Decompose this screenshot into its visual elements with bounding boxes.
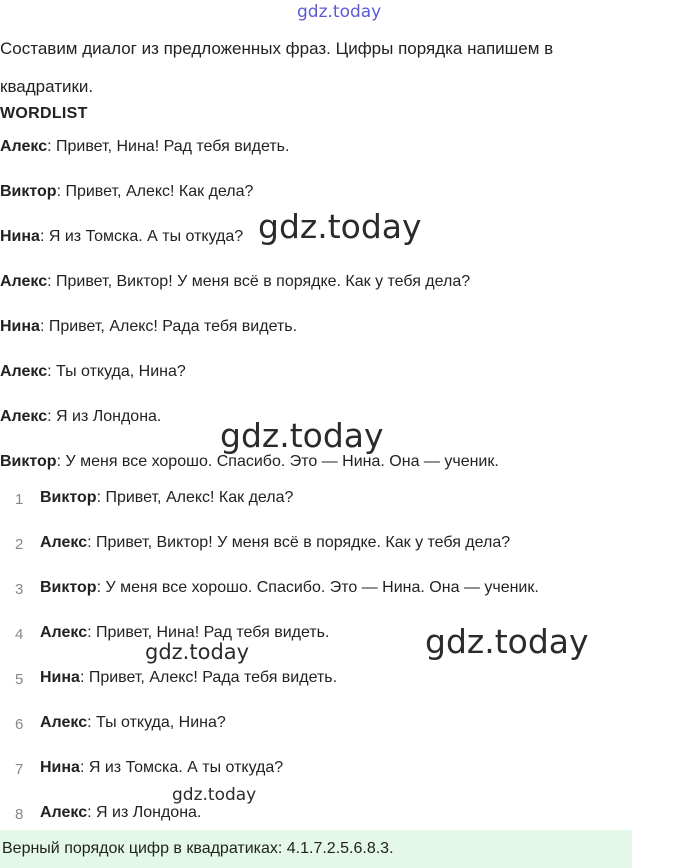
wordlist-heading: WORDLIST [0, 105, 88, 122]
list-number: 8 [15, 806, 24, 823]
ordered-line: Алекс: Привет, Нина! Рад тебя видеть. [40, 624, 330, 641]
phrase-line: Алекс: Привет, Нина! Рад тебя видеть. [0, 138, 290, 155]
phrase-line: Виктор: Привет, Алекс! Как дела? [0, 183, 254, 200]
watermark: gdz.today [258, 207, 422, 246]
intro-text: Составим диалог из предложенных фраз. Цифры порядка напишем в квадратики. [0, 39, 554, 96]
watermark-top: gdz.today [297, 2, 382, 22]
phrase-line: Алекс: Я из Лондона. [0, 408, 162, 425]
list-number: 2 [15, 536, 24, 553]
watermark: gdz.today [145, 640, 250, 664]
ordered-line: Алекс: Я из Лондона. [40, 804, 202, 821]
phrase-line: Нина: Привет, Алекс! Рада тебя видеть. [0, 318, 298, 335]
list-number: 4 [15, 626, 24, 643]
ordered-line: Алекс: Ты откуда, Нина? [40, 714, 226, 731]
list-number: 5 [15, 671, 24, 688]
phrase-line: Виктор: У меня все хорошо. Спасибо. Это — Нина. Она — ученик. [0, 453, 499, 470]
answer-box: Верный порядок цифр в квадратиках: 4.1.7.2.5.6.8.3. [0, 830, 632, 868]
ordered-line: Виктор: У меня все хорошо. Спасибо. Это — Нина. Она — ученик. [40, 579, 539, 596]
phrase-line: Алекс: Привет, Виктор! У меня всё в порядке. Как у тебя дела? [0, 273, 471, 290]
watermark: gdz.today [172, 785, 257, 805]
watermark: gdz.today [220, 416, 384, 455]
phrase-line: Алекс: Ты откуда, Нина? [0, 363, 186, 380]
ordered-line: Виктор: Привет, Алекс! Как дела? [40, 489, 294, 506]
list-number: 7 [15, 761, 24, 778]
ordered-line: Нина: Я из Томска. А ты откуда? [40, 759, 284, 776]
list-number: 6 [15, 716, 24, 733]
watermark: gdz.today [425, 622, 589, 661]
ordered-line: Нина: Привет, Алекс! Рада тебя видеть. [40, 669, 338, 686]
list-number: 3 [15, 581, 24, 598]
ordered-line: Алекс: Привет, Виктор! У меня всё в порядке. Как у тебя дела? [40, 534, 511, 551]
phrase-line: Нина: Я из Томска. А ты откуда? [0, 228, 244, 245]
list-number: 1 [15, 491, 24, 508]
